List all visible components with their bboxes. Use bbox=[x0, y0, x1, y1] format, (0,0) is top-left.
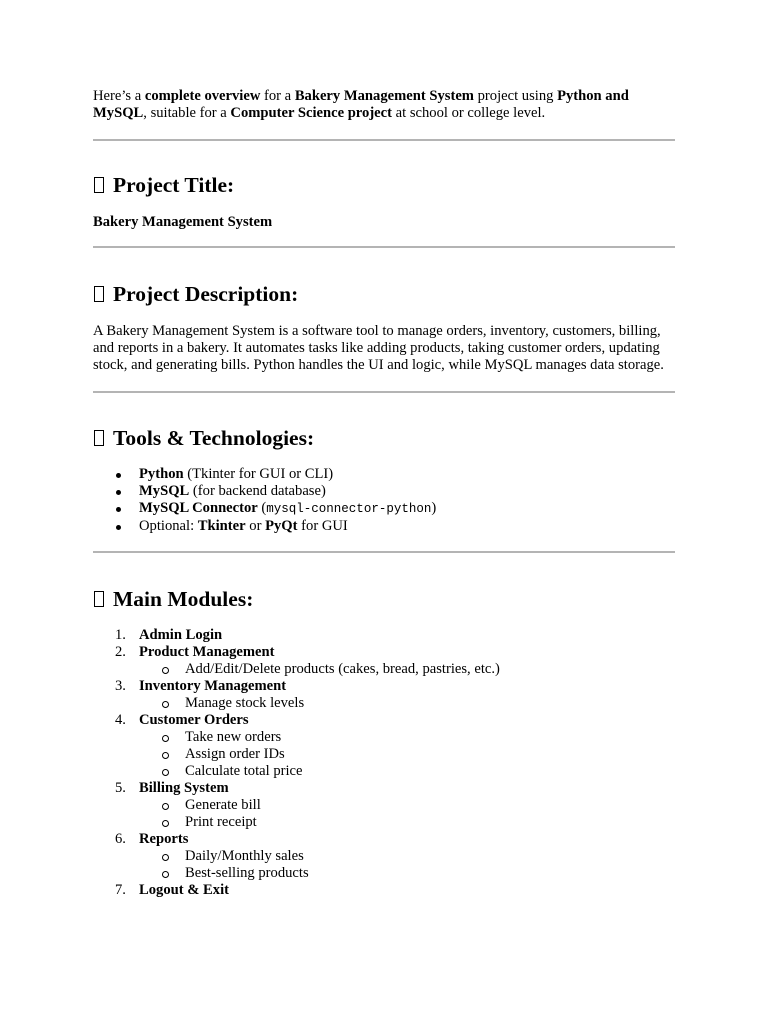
sub-item-text: Generate bill bbox=[185, 796, 261, 813]
document-content bbox=[93, 88, 675, 899]
circle-bullet-icon bbox=[162, 871, 169, 878]
module-item bbox=[93, 644, 675, 678]
missing-glyph-icon bbox=[94, 286, 104, 302]
module-label: Logout & Exit bbox=[139, 881, 229, 898]
list-item: Optional: Tkinter or PyQt for GUI bbox=[93, 518, 675, 535]
sub-item-text: Manage stock levels bbox=[185, 694, 305, 711]
bullet-icon bbox=[116, 490, 121, 495]
sub-item-text: Take new orders bbox=[185, 728, 282, 745]
bullet-icon bbox=[116, 525, 121, 530]
divider bbox=[93, 246, 675, 248]
circle-bullet-icon bbox=[162, 735, 169, 742]
module-item bbox=[93, 831, 675, 882]
sub-item-text: Calculate total price bbox=[185, 762, 303, 779]
list-item: MySQL Connector (mysql-connector-python) bbox=[93, 500, 675, 518]
sub-item-text: Add/Edit/Delete products (cakes, bread, pastries, etc.) bbox=[185, 660, 500, 677]
module-number: 7. bbox=[115, 881, 126, 898]
project-description-text: A Bakery Management System is a software tool to manage orders, inventory, customers, billing, and reports in a bakery. It automates tasks like adding products, taking customer orders, updating stock, and generating bills. Python handles the UI and logic, while MySQL manages data storage. bbox=[93, 323, 664, 373]
module-label: Billing System bbox=[139, 779, 229, 796]
divider bbox=[93, 551, 675, 553]
module-number: 3. bbox=[115, 677, 126, 694]
circle-bullet-icon bbox=[162, 769, 169, 776]
circle-bullet-icon bbox=[162, 803, 169, 810]
tools-list bbox=[93, 466, 675, 535]
missing-glyph-icon bbox=[94, 591, 104, 607]
module-label: Product Management bbox=[139, 643, 275, 660]
sub-list-item bbox=[139, 661, 675, 678]
sub-list-item bbox=[139, 814, 675, 831]
circle-bullet-icon bbox=[162, 701, 169, 708]
list-item: MySQL (for backend database) bbox=[93, 483, 675, 500]
module-number: 5. bbox=[115, 779, 126, 796]
sub-list-item bbox=[139, 797, 675, 814]
project-title-text: Bakery Management System bbox=[93, 213, 273, 230]
divider bbox=[93, 391, 675, 393]
section-heading-project-title: Project Title: bbox=[93, 172, 675, 198]
sub-list-item bbox=[139, 763, 675, 780]
module-label: Customer Orders bbox=[139, 711, 249, 728]
module-sub-list bbox=[139, 848, 675, 882]
bullet-icon bbox=[116, 507, 121, 512]
circle-bullet-icon bbox=[162, 820, 169, 827]
missing-glyph-icon bbox=[94, 430, 104, 446]
missing-glyph-icon bbox=[94, 177, 104, 193]
bullet-icon bbox=[116, 473, 121, 478]
module-item bbox=[93, 780, 675, 831]
module-number: 4. bbox=[115, 711, 126, 728]
sub-item-text: Daily/Monthly sales bbox=[185, 847, 304, 864]
section-heading-tools: Tools & Technologies: bbox=[93, 425, 675, 451]
module-item bbox=[93, 678, 675, 712]
circle-bullet-icon bbox=[162, 752, 169, 759]
module-item bbox=[93, 712, 675, 780]
modules-list bbox=[93, 627, 675, 899]
sub-item-text: Best-selling products bbox=[185, 864, 309, 881]
sub-list-item bbox=[139, 746, 675, 763]
intro-paragraph: Here’s a complete overview for a Bakery Management System project using Python and MySQL, suitable for a Computer Science project at school or college level. bbox=[93, 88, 629, 121]
list-item: Python (Tkinter for GUI or CLI) bbox=[93, 466, 675, 483]
section-heading-main-modules: Main Modules: bbox=[93, 586, 675, 612]
divider bbox=[93, 139, 675, 141]
module-label: Inventory Management bbox=[139, 677, 287, 694]
sub-list-item bbox=[139, 729, 675, 746]
module-number: 2. bbox=[115, 643, 126, 660]
sub-list-item bbox=[139, 848, 675, 865]
sub-item-text: Print receipt bbox=[185, 813, 257, 830]
module-sub-list bbox=[139, 695, 675, 712]
module-sub-list bbox=[139, 729, 675, 780]
sub-list-item bbox=[139, 865, 675, 882]
module-number: 1. bbox=[115, 626, 126, 643]
module-number: 6. bbox=[115, 830, 126, 847]
section-heading-project-description: Project Description: bbox=[93, 281, 675, 307]
sub-item-text: Assign order IDs bbox=[185, 745, 285, 762]
module-label: Reports bbox=[139, 830, 189, 847]
module-item bbox=[93, 882, 675, 899]
circle-bullet-icon bbox=[162, 667, 169, 674]
sub-list-item bbox=[139, 695, 675, 712]
module-label: Admin Login bbox=[139, 626, 223, 643]
module-item bbox=[93, 627, 675, 644]
module-sub-list bbox=[139, 797, 675, 831]
module-sub-list bbox=[139, 661, 675, 678]
circle-bullet-icon bbox=[162, 854, 169, 861]
